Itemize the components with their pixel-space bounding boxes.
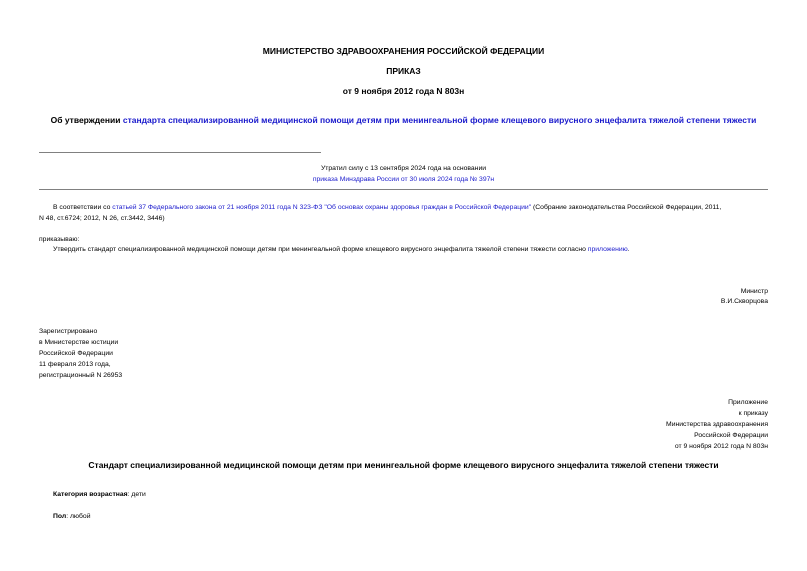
- standard-title: Стандарт специализированной медицинской помощи детям при менингеальной форме клещевого вирусного энцефалита тяжелой степени тяжести: [88, 460, 719, 470]
- prikazyvayu: приказываю:: [39, 236, 80, 243]
- preamble-law-link[interactable]: статьей 37 Федерального закона от 21 ноября 2011 года N 323-ФЗ "Об основах охраны здоровья граждан в Российской Федерации": [112, 204, 532, 211]
- age-label: Категория возрастная: [53, 491, 128, 498]
- title-prefix: Об утверждении: [50, 115, 123, 125]
- expiry-link[interactable]: приказа Минздрава России от 30 июля 2024 года № 397н: [312, 176, 495, 183]
- order-end: .: [627, 246, 630, 253]
- registration-line: регистрационный N 26953: [39, 372, 123, 379]
- age-category: [53, 489, 146, 500]
- doc-type-heading: ПРИКАЗ: [386, 66, 421, 76]
- preamble-line-2: N 48, ст.6724; 2012, N 26, ст.3442, 3446): [39, 215, 165, 222]
- signature-name: В.И.Скворцова: [720, 298, 768, 305]
- appendix-block: [666, 397, 768, 452]
- sex-category: [53, 511, 91, 522]
- age-value: : дети: [127, 491, 146, 498]
- preamble-rest: (Собрание законодательства Российской Федерации, 2011,: [531, 204, 722, 211]
- sex-value: : любой: [66, 513, 91, 520]
- expiry-notice: Утратил силу с 13 сентября 2024 года на основании: [320, 165, 487, 172]
- registration-line: Зарегистрировано: [39, 328, 98, 335]
- appendix-line: к приказу: [738, 410, 768, 417]
- sex-label: Пол: [53, 513, 67, 520]
- appendix-line: Российской Федерации: [694, 432, 768, 439]
- appendix-line: Приложение: [728, 399, 768, 406]
- order-text: [53, 244, 630, 255]
- appendix-link[interactable]: приложению: [587, 246, 628, 253]
- order-body: Утвердить стандарт специализированной медицинской помощи детям при менингеальной форме клещевого вирусного энцефалита тяжелой степени тяжести согласно: [53, 246, 588, 253]
- appendix-line: от 9 ноября 2012 года N 803н: [674, 443, 768, 450]
- doc-date-number: от 9 ноября 2012 года N 803н: [342, 86, 465, 96]
- ministry-heading: МИНИСТЕРСТВО ЗДРАВООХРАНЕНИЯ РОССИЙСКОЙ ФЕДЕРАЦИИ: [262, 46, 545, 56]
- preamble-line-1: [53, 202, 721, 213]
- document-title: [50, 115, 757, 126]
- appendix-line: Министерства здравоохранения: [666, 421, 768, 428]
- preamble-intro: В соответствии со: [53, 204, 113, 211]
- signature-position: Министр: [740, 288, 768, 295]
- title-link[interactable]: стандарта специализированной медицинской помощи детям при менингеальной форме клещевого вирусного энцефалита тяжелой степени тяжести: [122, 115, 757, 125]
- expiry-divider: [39, 189, 768, 190]
- registration-block: [39, 326, 122, 381]
- registration-line: 11 февраля 2013 года,: [39, 361, 111, 368]
- title-divider: [39, 152, 321, 153]
- registration-line: в Министерстве юстиции: [39, 339, 119, 346]
- registration-line: Российской Федерации: [39, 350, 113, 357]
